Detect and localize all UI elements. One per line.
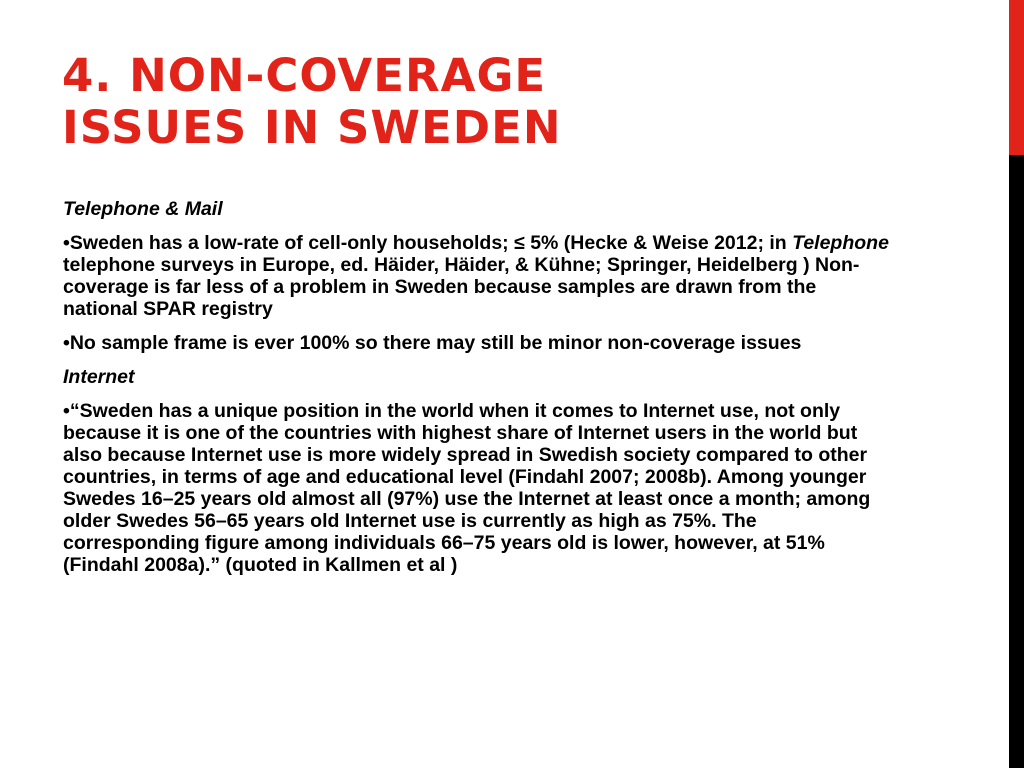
- side-accent-bar-black: [1009, 155, 1024, 768]
- section-heading-telephone-mail: Telephone & Mail: [63, 198, 223, 220]
- slide-title-line-2: ISSUES IN SWEDEN: [62, 101, 562, 154]
- bullet-internet-quote: •“Sweden has a unique position in the world when it comes to Internet use, not only because it is one of the countries with highest share of Internet users in the world but also because Internet use is more widely spread in Swedish society compared to other countries, in terms of age and educational level (Findahl 2007; 2008b). Among younger Swedes 16–25 years old almost all (97%) use the Internet at least once a month; among older Swedes 56–65 years old Internet use is currently as high as 75%. The corresponding figure among individuals 66–75 years old is lower, however, at 51% (Findahl 2008a).” (quoted in Kallmen et al ): [63, 400, 871, 576]
- bullet-cell-only-italic-title: Telephone: [792, 232, 889, 254]
- side-accent-bar-red: [1009, 0, 1024, 155]
- section-heading-internet: Internet: [63, 366, 135, 388]
- bullet-cell-only-households: [63, 232, 893, 320]
- bullet-cell-only-suffix: telephone surveys in Europe, ed. Häider, Häider, & Kühne; Springer, Heidelberg ) Non-coverage is far less of a problem in Sweden because samples are drawn from the national SPAR registry: [63, 254, 860, 320]
- bullet-sample-frame: •No sample frame is ever 100% so there may still be minor non-coverage issues: [63, 332, 802, 354]
- slide-body: [63, 198, 893, 588]
- slide-title-line-1: 4. NON-COVERAGE: [62, 49, 547, 102]
- slide-title: [62, 50, 962, 154]
- bullet-cell-only-prefix: •Sweden has a low-rate of cell-only households; ≤ 5% (Hecke & Weise 2012; in: [63, 232, 793, 254]
